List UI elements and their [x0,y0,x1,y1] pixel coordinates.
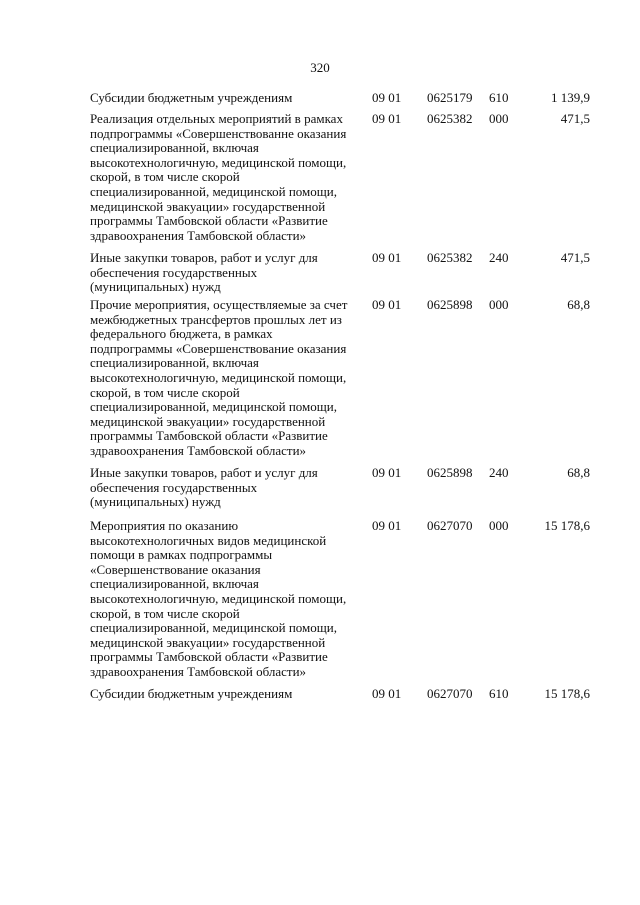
row-expense-type: 240 [489,465,509,480]
row-section: 09 01 [372,518,402,533]
row-target-code: 0625382 [427,111,473,126]
row-description: Субсидии бюджетным учреждениям [90,90,293,105]
row-section: 09 01 [372,465,402,480]
row-description: Прочие мероприятия, осуществляемые за счет межбюджетных трансфертов прошлых лет из федерального бюджета, в рамках подпрограммы «Совершенствование оказания специализированной, включая высокотехнологичную, медицинской помощи, скорой, в том числе скорой специализированной, медицинской помощи, медицинской эвакуации» государственной программы Тамбовской области «Развитие здравоохранения Тамбовской области» [90,297,348,458]
row-expense-type: 000 [489,111,509,126]
row-amount: 15 178,6 [544,686,590,701]
table-row [90,91,600,112]
table-row [90,519,600,687]
row-expense-type: 610 [489,90,509,105]
budget-table [90,91,600,707]
row-expense-type: 000 [489,518,509,533]
row-section: 09 01 [372,250,402,265]
row-amount: 68,8 [567,297,590,312]
row-amount: 1 139,9 [551,90,590,105]
table-row [90,298,600,466]
row-description: Субсидии бюджетным учреждениям [90,686,293,701]
row-target-code: 0627070 [427,686,473,701]
row-description: Мероприятия по оказанию высокотехнологичных видов медицинской помощи в рамках подпрограммы «Совершенствование оказания специализированной, включая высокотехнологичную, медицинской помощи, скорой, в том числе скорой специализированной, медицинской помощи, медицинской эвакуации» государственной программы Тамбовской области «Развитие здравоохранения Тамбовской области» [90,518,347,679]
row-section: 09 01 [372,686,402,701]
row-description: Иные закупки товаров, работ и услуг для обеспечения государственных (муниципальных) нужд [90,465,318,510]
row-amount: 15 178,6 [544,518,590,533]
row-section: 09 01 [372,90,402,105]
row-expense-type: 610 [489,686,509,701]
page-number: 320 [310,60,330,75]
row-amount: 68,8 [567,465,590,480]
table-row [90,466,600,519]
row-target-code: 0625898 [427,297,473,312]
row-target-code: 0625382 [427,250,473,265]
table-row [90,687,600,707]
row-expense-type: 240 [489,250,509,265]
row-target-code: 0627070 [427,518,473,533]
row-section: 09 01 [372,297,402,312]
row-target-code: 0625179 [427,90,473,105]
table-row [90,251,600,298]
row-expense-type: 000 [489,297,509,312]
table-row [90,112,600,251]
row-amount: 471,5 [560,111,590,126]
row-description: Реализация отдельных мероприятий в рамках подпрограммы «Совершенствованне оказания специализированной, включая высокотехнологичную, медицинской помощи, скорой, в том числе скорой специализированной, медицинской помощи, медицинской эвакуации» государственной программы Тамбовской области «Развитие здравоохранения Тамбовской области» [90,111,347,243]
row-target-code: 0625898 [427,465,473,480]
row-section: 09 01 [372,111,402,126]
row-amount: 471,5 [560,250,590,265]
row-description: Иные закупки товаров, работ и услуг для обеспечения государственных (муниципальных) нужд [90,250,318,295]
